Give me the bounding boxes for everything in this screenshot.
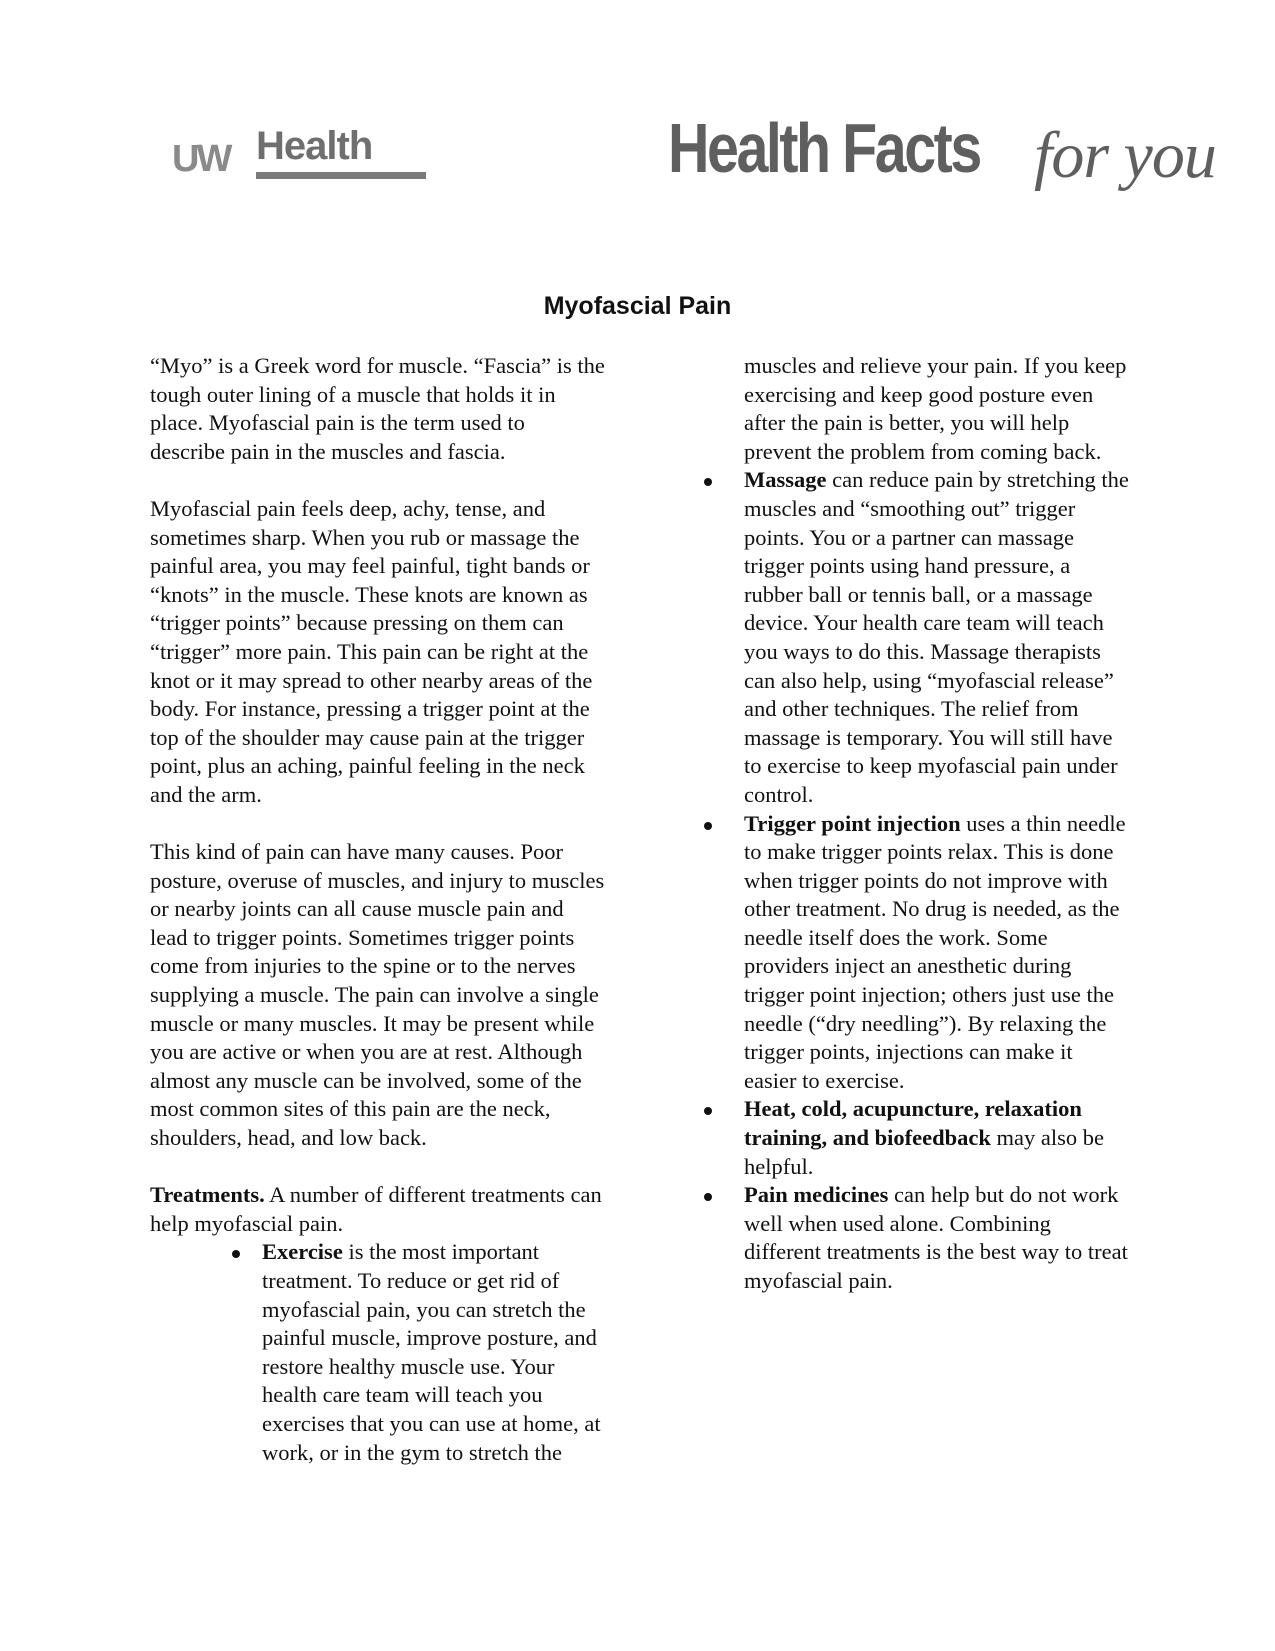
bullet-icon xyxy=(704,822,712,830)
bullet-text: may also be helpful. xyxy=(744,1125,1105,1179)
symptoms-paragraph: Myofascial pain feels deep, achy, tense, and sometimes sharp. When you rub or massage the painful area, you may feel painful, tight bands or “knots” in the muscle. These knots are known as “trigger points” because pressing on them can “trigger” more pain. This pain can be right at the knot or it may spread to other nearby areas of the body. For instance, pressing a trigger point at the top of the shoulder may cause pain at the trigger point, plus an aching, painful feeling in the neck and the arm. xyxy=(150,495,593,807)
logo-underline xyxy=(256,172,426,179)
right-bullet-list xyxy=(700,466,1130,1295)
bullet-text: is the most important treatment. To reduce or get rid of myofascial pain, you can stretch the painful muscle, improve posture, and restore healthy muscle use. Your health care team will teach you exercises that you can use at home, at work, or in the gym to stretch the xyxy=(262,1239,601,1465)
bullet-icon xyxy=(704,478,712,486)
bullet-bold: Trigger point injection xyxy=(744,810,961,836)
bullet-text: can help but do not work well when used alone. Combining different treatments is the best way to treat myofascial pain. xyxy=(744,1182,1128,1293)
bullet-icon xyxy=(704,1107,712,1115)
intro-paragraph: “Myo” is a Greek word for muscle. “Fascia” is the tough outer lining of a muscle that holds it in place. Myofascial pain is the term used to describe pain in the muscles and fascia. xyxy=(150,353,605,464)
treatments-paragraph xyxy=(150,1181,605,1238)
bullet-text: uses a thin needle to make trigger points relax. This is done when trigger points do not improve with other treatment. No drug is needed, as the needle itself does the work. Some providers inject an anesthetic during trigger point injection; others just use the needle (“dry needling”). By relaxing the trigger points, injections can make it easier to exercise. xyxy=(744,810,1126,1093)
list-item xyxy=(224,1238,605,1467)
list-item xyxy=(700,1181,1130,1295)
right-column xyxy=(700,352,1130,1296)
bullet-bold: Massage xyxy=(744,467,827,493)
left-column xyxy=(150,352,605,1467)
masthead-script: for you xyxy=(1034,119,1216,192)
bullet-icon xyxy=(704,1193,712,1201)
logo-uw-text: UW xyxy=(172,138,230,180)
bullet-bold: Heat, cold, acupuncture, relaxation training, and biofeedback xyxy=(744,1096,1082,1151)
bullet-text: can reduce pain by stretching the muscles and “smoothing out” trigger points. You or a partner can massage trigger points using hand pressure, a rubber ball or tennis ball, or a massage device. Your health care team will teach you ways to do this. Massage therapists can also help, using “myofascial release” and other techniques. The relief from massage is temporary. You will still have to exercise to keep myofascial pain under control. xyxy=(744,467,1129,807)
uw-health-logo xyxy=(172,120,430,178)
causes-paragraph: This kind of pain can have many causes. Poor posture, overuse of muscles, and injury to muscles or nearby joints can all cause muscle pain and lead to trigger points. Sometimes trigger points come from injuries to the spine or to the nerves supplying a muscle. The pain can involve a single muscle or many muscles. It may be present while you are active or when you are at rest. Although almost any muscle can be involved, some of the most common sites of this pain are the neck, shoulders, head, and low back. xyxy=(150,839,605,1151)
list-item xyxy=(700,466,1130,809)
page-title: Myofascial Pain xyxy=(543,292,732,320)
bullet-bold: Pain medicines xyxy=(744,1182,889,1208)
masthead-main: Health Facts xyxy=(668,109,980,187)
list-item xyxy=(700,1095,1130,1181)
treatments-heading: Treatments. xyxy=(150,1182,265,1208)
masthead xyxy=(668,108,1228,208)
bullet-bold: Exercise xyxy=(262,1239,343,1265)
left-bullet-list xyxy=(224,1238,605,1467)
treatments-intro: A number of different treatments can help myofascial pain. xyxy=(150,1182,602,1236)
bullet-icon xyxy=(232,1250,240,1258)
logo-health-text: Health xyxy=(256,124,373,168)
exercise-continued: muscles and relieve your pain. If you keep exercising and keep good posture even after the pain is better, you will help prevent the problem from coming back. xyxy=(744,353,1127,464)
list-item xyxy=(700,810,1130,1096)
